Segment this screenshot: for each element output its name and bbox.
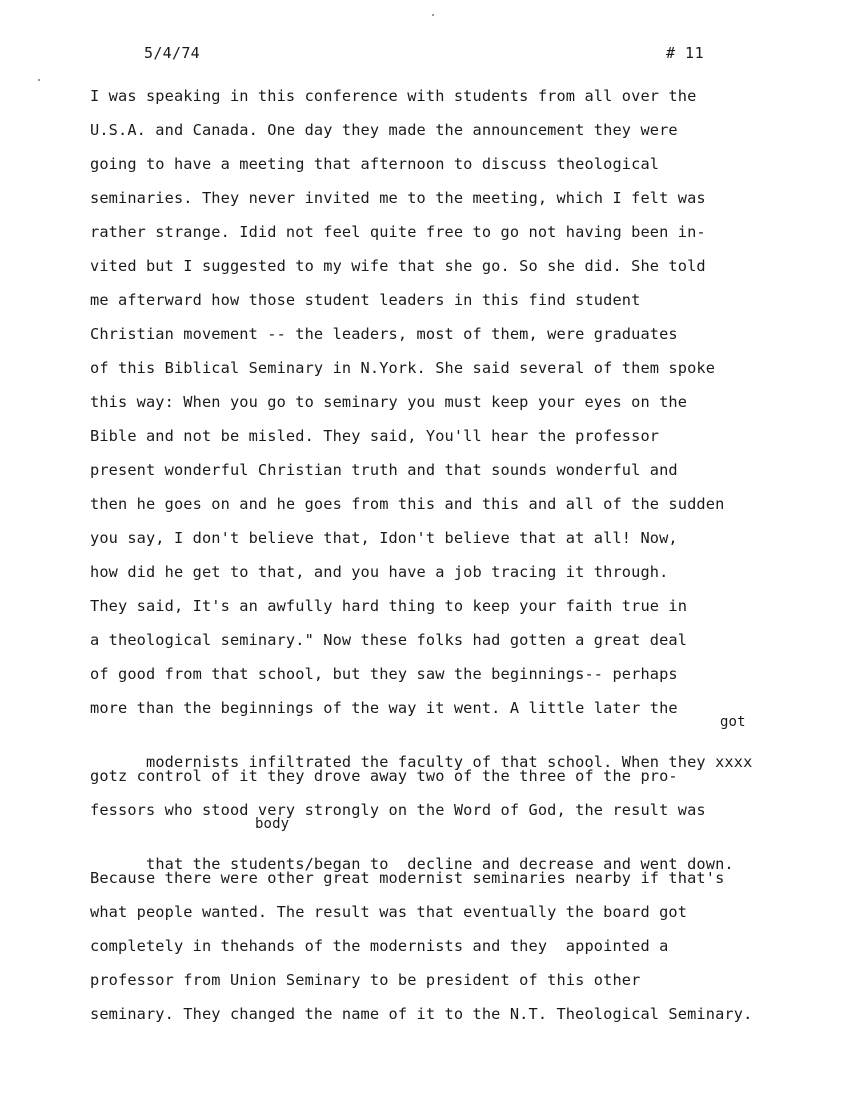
text-line: vited but I suggested to my wife that she go. So she did. She told xyxy=(90,257,706,275)
text-line-with-insertion xyxy=(90,714,835,771)
text-line: seminary. They changed the name of it to the N.T. Theological Seminary. xyxy=(90,1005,753,1023)
text-line: rather strange. Idid not feel quite free to go not having been in- xyxy=(90,223,706,241)
body-text xyxy=(90,86,835,1038)
text-line: seminaries. They never invited me to the meeting, which I felt was xyxy=(90,189,706,207)
text-line: this way: When you go to seminary you must keep your eyes on the xyxy=(90,393,688,411)
text-line: U.S.A. and Canada. One day they made the announcement they were xyxy=(90,121,678,139)
interlinear-insertion-body: body xyxy=(255,816,290,832)
text-line: going to have a meeting that afternoon to discuss theological xyxy=(90,155,660,173)
text-line: you say, I don't believe that, Idon't believe that at all! Now, xyxy=(90,529,678,547)
text-line: They said, It's an awfully hard thing to keep your faith true in xyxy=(90,597,688,615)
text-line: more than the beginnings of the way it went. A little later the xyxy=(90,699,678,717)
text-line: of this Biblical Seminary in N.York. She said several of them spoke xyxy=(90,359,716,377)
text-line: Christian movement -- the leaders, most of them, were graduates xyxy=(90,325,678,343)
text-line: what people wanted. The result was that eventually the board got xyxy=(90,903,688,921)
interlinear-insertion-got: got xyxy=(720,714,746,730)
text-line: gotz control of it they drove away two of the three of the pro- xyxy=(90,767,678,785)
text-line: a theological seminary." Now these folks had gotten a great deal xyxy=(90,631,688,649)
text-line: fessors who stood very strongly on the Word of God, the result was xyxy=(90,801,706,819)
text-line: Bible and not be misled. They said, You'll hear the professor xyxy=(90,427,660,445)
text-line: completely in thehands of the modernists and they appointed a xyxy=(90,937,669,955)
text-line: I was speaking in this conference with students from all over the xyxy=(90,87,697,105)
text-line: professor from Union Seminary to be president of this other xyxy=(90,971,641,989)
paper-speck xyxy=(38,79,40,81)
line-text: that the students/began to decline and decrease and went down. xyxy=(145,855,734,873)
text-line: Because there were other great modernist seminaries nearby if that's xyxy=(90,869,725,887)
line-text: modernists infiltrated the faculty of that school. When they xxxx xyxy=(145,753,753,771)
header-page-number: # 11 xyxy=(666,44,705,62)
text-line: me afterward how those student leaders in this find student xyxy=(90,291,641,309)
text-line: how did he get to that, and you have a job tracing it through. xyxy=(90,563,669,581)
text-line-with-insertion xyxy=(90,816,835,873)
text-line: of good from that school, but they saw the beginnings-- perhaps xyxy=(90,665,678,683)
text-line: then he goes on and he goes from this and this and all of the sudden xyxy=(90,495,725,513)
header-date: 5/4/74 xyxy=(144,44,200,62)
text-line: present wonderful Christian truth and that sounds wonderful and xyxy=(90,461,678,479)
paper-speck xyxy=(432,14,434,16)
